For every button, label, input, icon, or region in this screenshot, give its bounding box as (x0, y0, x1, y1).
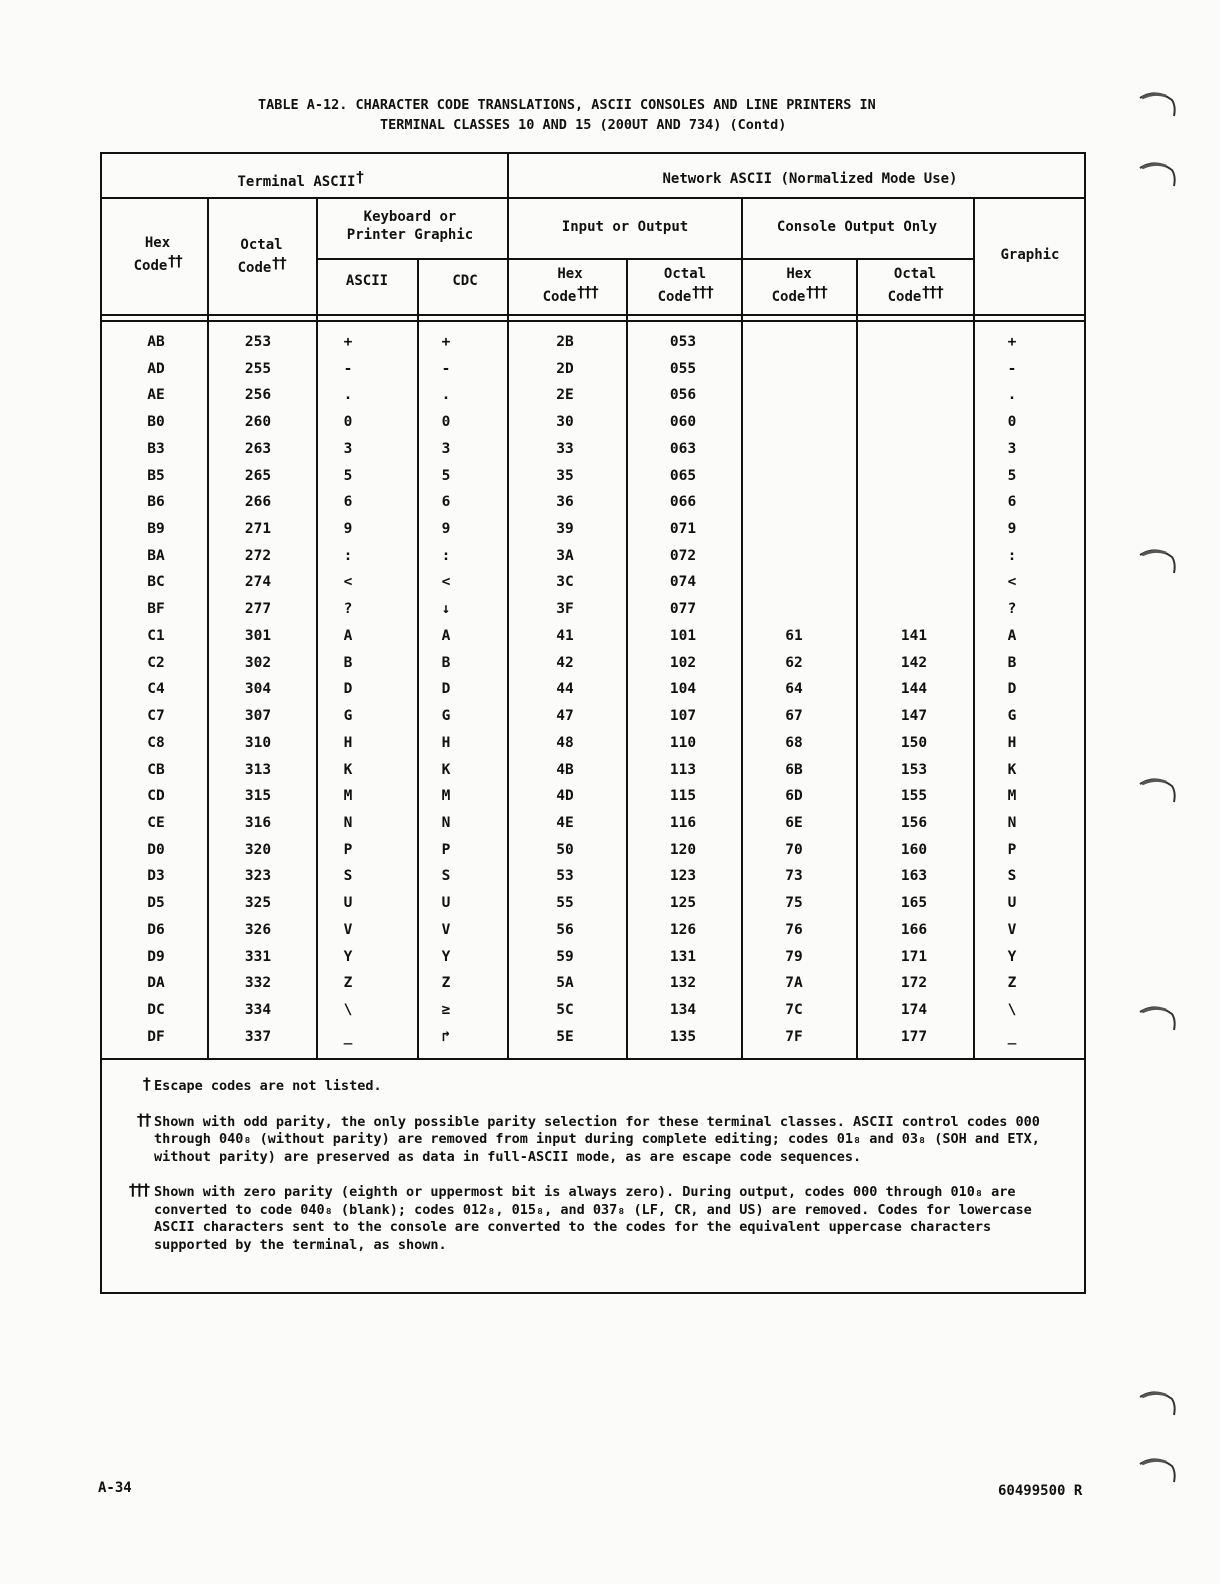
table-row (0, 439, 1220, 466)
cell-graphic: H (1007, 734, 1017, 751)
cell-hex-code: DC (147, 1002, 165, 1018)
cell-ascii-graphic: B (343, 654, 353, 671)
cell-network-hex: 36 (556, 494, 574, 511)
cell-ascii-graphic: H (343, 734, 353, 751)
binder-hole-mark (1138, 772, 1178, 806)
header-console-output: Console Output Only (776, 219, 938, 235)
cell-hex-code: D5 (147, 895, 165, 912)
cell-network-octal: 065 (669, 467, 697, 484)
cell-hex-code: AE (147, 387, 165, 404)
cell-cdc-graphic: A (441, 627, 451, 644)
cell-cdc-graphic: D (441, 681, 451, 698)
cell-hex-code: CE (147, 814, 165, 831)
cell-network-hex: 42 (556, 654, 574, 671)
cell-graphic: D (1007, 681, 1017, 698)
table-row (0, 1000, 1220, 1027)
table-row (0, 385, 1220, 412)
cell-ascii-graphic: Y (343, 948, 353, 965)
notes-rule (100, 1058, 1086, 1060)
cell-octal-code: 265 (244, 467, 272, 484)
cell-graphic: : (1007, 547, 1017, 564)
cell-cdc-graphic: + (441, 334, 451, 350)
cell-graphic: _ (1007, 1028, 1017, 1045)
footnote-3-mark: ††† (128, 1180, 148, 1199)
cell-cdc-graphic: ↓ (441, 601, 451, 618)
cell-network-octal: 134 (669, 1002, 697, 1018)
cell-graphic: M (1007, 788, 1017, 805)
cell-network-hex: 4E (556, 814, 574, 831)
cell-console-octal: 141 (900, 627, 928, 644)
header-cdc: CDC (452, 273, 478, 289)
cell-octal-code: 272 (244, 547, 272, 564)
cell-graphic: 3 (1007, 440, 1017, 457)
cell-graphic: \ (1007, 1002, 1017, 1018)
binder-hole-mark (1138, 1452, 1178, 1486)
header-con-octal: Octal Code††† (887, 266, 943, 305)
table-row (0, 572, 1220, 599)
cell-console-hex: 67 (785, 708, 803, 725)
cell-graphic: N (1007, 814, 1017, 831)
cell-ascii-graphic: + (343, 334, 353, 350)
footnote-1 (130, 1074, 1050, 1096)
binder-hole-mark (1138, 1000, 1178, 1034)
cell-network-hex: 5C (556, 1002, 574, 1018)
table-row (0, 706, 1220, 733)
document-number: 60499500 R (998, 1483, 1083, 1499)
table-row (0, 492, 1220, 519)
footnotes (128, 1074, 1050, 1272)
footnote-1-mark: † (142, 1074, 149, 1093)
cell-cdc-graphic: U (441, 895, 451, 912)
cell-cdc-graphic: ≥ (441, 1002, 451, 1018)
cell-ascii-graphic: 5 (343, 467, 353, 484)
cell-graphic: Y (1007, 948, 1017, 965)
cell-network-octal: 104 (669, 681, 697, 698)
header-rule-2a (100, 314, 1086, 316)
cell-network-octal: 053 (669, 334, 697, 350)
cell-cdc-graphic: 5 (441, 467, 451, 484)
table-row (0, 786, 1220, 813)
cell-console-hex: 73 (785, 868, 803, 885)
cell-octal-code: 323 (244, 868, 272, 885)
cell-octal-code: 326 (244, 921, 272, 938)
cell-cdc-graphic: B (441, 654, 451, 671)
binder-hole-mark (1138, 86, 1178, 120)
header-net-hex: Hex Code††† (542, 266, 598, 305)
table-row (0, 973, 1220, 1000)
binder-hole-mark (1138, 1385, 1178, 1419)
cell-octal-code: 337 (244, 1028, 272, 1045)
cell-console-octal: 172 (900, 975, 928, 992)
cell-octal-code: 325 (244, 895, 272, 912)
cell-console-octal: 156 (900, 814, 928, 831)
binder-hole-mark (1138, 543, 1178, 577)
cell-octal-code: 256 (244, 387, 272, 404)
header-graphic: Graphic (1000, 247, 1060, 263)
cell-cdc-graphic: V (441, 921, 451, 938)
cell-ascii-graphic: P (343, 841, 353, 858)
cell-cdc-graphic: P (441, 841, 451, 858)
cell-cdc-graphic: 0 (441, 414, 451, 431)
table-row (0, 332, 1220, 359)
cell-hex-code: B6 (147, 494, 165, 511)
cell-graphic: U (1007, 895, 1017, 912)
cell-ascii-graphic: - (343, 360, 353, 377)
cell-console-octal: 150 (900, 734, 928, 751)
footnote-2-mark: †† (136, 1109, 150, 1129)
table-row (0, 519, 1220, 546)
cell-console-hex: 6B (785, 761, 803, 778)
cell-network-hex: 2E (556, 387, 574, 404)
cell-octal-code: 302 (244, 654, 272, 671)
cell-graphic: - (1007, 360, 1017, 377)
cell-network-hex: 35 (556, 467, 574, 484)
cell-cdc-graphic: - (441, 360, 451, 377)
cell-octal-code: 301 (244, 627, 272, 644)
table-row (0, 653, 1220, 680)
header-con-hex: Hex Code††† (771, 266, 827, 305)
cell-network-octal: 115 (669, 788, 697, 805)
table-row (0, 893, 1220, 920)
table-row (0, 466, 1220, 493)
cell-ascii-graphic: _ (343, 1028, 353, 1045)
cell-console-octal: 142 (900, 654, 928, 671)
cell-network-octal: 063 (669, 440, 697, 457)
cell-cdc-graphic: . (441, 387, 451, 404)
cell-graphic: Z (1007, 975, 1017, 992)
cell-console-hex: 61 (785, 627, 803, 644)
cell-ascii-graphic: K (343, 761, 353, 778)
cell-hex-code: BF (147, 601, 165, 618)
cell-ascii-graphic: V (343, 921, 353, 938)
cell-network-octal: 131 (669, 948, 697, 965)
cell-network-hex: 47 (556, 708, 574, 725)
footnote-2-text: Shown with odd parity, the only possible parity selection for these terminal classes. ASCII control codes 000 through 040₈ (without parity) are removed from input during complete editing; codes 01₈ and 03₈ (SOH and ETX, without parity) are preserved as data in full-ASCII mode, as are escape code sequences. (154, 1113, 1040, 1165)
cell-cdc-graphic: 9 (441, 521, 451, 538)
cell-console-hex: 76 (785, 921, 803, 938)
cell-network-hex: 33 (556, 440, 574, 457)
cell-console-octal: 166 (900, 921, 928, 938)
cell-ascii-graphic: S (343, 868, 353, 885)
cell-network-octal: 055 (669, 360, 697, 377)
cell-hex-code: D9 (147, 948, 165, 965)
cell-console-hex: 70 (785, 841, 803, 858)
table-row (0, 813, 1220, 840)
cell-ascii-graphic: M (343, 788, 353, 805)
header-keyboard-graphic: Keyboard or Printer Graphic (346, 209, 474, 243)
cell-network-hex: 2B (556, 334, 574, 350)
cell-network-hex: 4D (556, 788, 574, 805)
cell-network-octal: 056 (669, 387, 697, 404)
header-rule-sub-left (318, 258, 740, 260)
cell-graphic: A (1007, 627, 1017, 644)
cell-hex-code: B5 (147, 467, 165, 484)
cell-ascii-graphic: \ (343, 1002, 353, 1018)
cell-cdc-graphic: 6 (441, 494, 451, 511)
cell-cdc-graphic: 3 (441, 440, 451, 457)
cell-console-hex: 6E (785, 814, 803, 831)
footnote-2 (130, 1109, 1050, 1167)
cell-ascii-graphic: A (343, 627, 353, 644)
cell-network-hex: 3C (556, 574, 574, 591)
header-hex-code: Hex Code†† (133, 235, 182, 274)
cell-octal-code: 332 (244, 975, 272, 992)
cell-network-hex: 59 (556, 948, 574, 965)
header-net-octal: Octal Code††† (657, 266, 713, 305)
table-row (0, 866, 1220, 893)
cell-cdc-graphic: M (441, 788, 451, 805)
cell-console-octal: 177 (900, 1028, 928, 1045)
cell-network-octal: 126 (669, 921, 697, 938)
cell-hex-code: DA (147, 975, 165, 992)
table-row (0, 679, 1220, 706)
cell-console-hex: 75 (785, 895, 803, 912)
cell-cdc-graphic: ↱ (441, 1028, 451, 1045)
cell-cdc-graphic: < (441, 574, 451, 591)
cell-console-hex: 7F (785, 1028, 803, 1045)
cell-console-octal: 144 (900, 681, 928, 698)
cell-hex-code: BC (147, 574, 165, 591)
cell-cdc-graphic: H (441, 734, 451, 751)
binder-hole-mark (1138, 156, 1178, 190)
cell-network-hex: 30 (556, 414, 574, 431)
header-terminal-ascii: Terminal ASCII† (237, 168, 363, 190)
cell-network-hex: 56 (556, 921, 574, 938)
cell-network-octal: 120 (669, 841, 697, 858)
cell-hex-code: C7 (147, 708, 165, 725)
cell-ascii-graphic: 6 (343, 494, 353, 511)
cell-octal-code: 331 (244, 948, 272, 965)
cell-network-octal: 113 (669, 761, 697, 778)
cell-network-octal: 125 (669, 895, 697, 912)
cell-network-octal: 071 (669, 521, 697, 538)
cell-cdc-graphic: K (441, 761, 451, 778)
cell-console-hex: 6D (785, 788, 803, 805)
table-row (0, 412, 1220, 439)
cell-hex-code: D0 (147, 841, 165, 858)
cell-console-hex: 64 (785, 681, 803, 698)
header-input-output: Input or Output (561, 219, 689, 235)
cell-octal-code: 274 (244, 574, 272, 591)
cell-console-octal: 165 (900, 895, 928, 912)
cell-graphic: G (1007, 708, 1017, 725)
cell-console-hex: 68 (785, 734, 803, 751)
cell-hex-code: B3 (147, 440, 165, 457)
cell-network-octal: 101 (669, 627, 697, 644)
cell-hex-code: DF (147, 1028, 165, 1045)
cell-hex-code: B0 (147, 414, 165, 431)
cell-hex-code: CB (147, 761, 165, 778)
cell-network-hex: 5A (556, 975, 574, 992)
cell-cdc-graphic: N (441, 814, 451, 831)
footnote-3 (128, 1180, 1050, 1254)
cell-network-hex: 5E (556, 1028, 574, 1045)
cell-console-octal: 163 (900, 868, 928, 885)
cell-graphic: < (1007, 574, 1017, 591)
cell-octal-code: 260 (244, 414, 272, 431)
table-row (0, 546, 1220, 573)
cell-graphic: B (1007, 654, 1017, 671)
cell-graphic: P (1007, 841, 1017, 858)
cell-console-octal: 174 (900, 1002, 928, 1018)
table-row (0, 359, 1220, 386)
table-row (0, 733, 1220, 760)
cell-ascii-graphic: 0 (343, 414, 353, 431)
cell-hex-code: B9 (147, 521, 165, 538)
cell-octal-code: 304 (244, 681, 272, 698)
cell-cdc-graphic: Z (441, 975, 451, 992)
table-row (0, 760, 1220, 787)
cell-octal-code: 320 (244, 841, 272, 858)
cell-hex-code: CD (147, 788, 165, 805)
title-line-2: TERMINAL CLASSES 10 AND 15 (200UT AND 734) (Contd) (380, 117, 787, 133)
cell-network-octal: 116 (669, 814, 697, 831)
cell-graphic: V (1007, 921, 1017, 938)
table-row (0, 920, 1220, 947)
cell-console-octal: 147 (900, 708, 928, 725)
cell-network-hex: 55 (556, 895, 574, 912)
cell-octal-code: 316 (244, 814, 272, 831)
cell-graphic: 6 (1007, 494, 1017, 511)
cell-ascii-graphic: ? (343, 601, 353, 618)
cell-network-hex: 39 (556, 521, 574, 538)
header-octal-code: Octal Code†† (237, 237, 286, 276)
cell-hex-code: C4 (147, 681, 165, 698)
cell-graphic: + (1007, 334, 1017, 350)
cell-network-hex: 53 (556, 868, 574, 885)
cell-octal-code: 310 (244, 734, 272, 751)
table-row (0, 947, 1220, 974)
cell-network-octal: 123 (669, 868, 697, 885)
title-line-1: TABLE A-12. CHARACTER CODE TRANSLATIONS, ASCII CONSOLES AND LINE PRINTERS IN (258, 97, 876, 113)
footnote-3-text: Shown with zero parity (eighth or uppermost bit is always zero). During output, codes 000 through 010₈ are converted to code 040₈ (blank); codes 012₈, 015₈, and 037₈ (LF, CR, and US) are removed. Codes for lowercase ASCII characters sent to the console are converted to the codes for the equivalent uppercase characters supported by the terminal, as shown. (154, 1184, 1032, 1253)
cell-ascii-graphic: N (343, 814, 353, 831)
cell-cdc-graphic: G (441, 708, 451, 725)
cell-network-octal: 135 (669, 1028, 697, 1045)
cell-cdc-graphic: Y (441, 948, 451, 965)
cell-console-octal: 171 (900, 948, 928, 965)
cell-octal-code: 334 (244, 1002, 272, 1018)
cell-ascii-graphic: 9 (343, 521, 353, 538)
cell-network-octal: 102 (669, 654, 697, 671)
table-row (0, 1027, 1220, 1054)
cell-graphic: ? (1007, 601, 1017, 618)
cell-graphic: S (1007, 868, 1017, 885)
cell-network-hex: 48 (556, 734, 574, 751)
header-ascii: ASCII (345, 273, 389, 289)
cell-console-hex: 7C (785, 1002, 803, 1018)
cell-octal-code: 315 (244, 788, 272, 805)
cell-graphic: 9 (1007, 521, 1017, 538)
cell-network-octal: 110 (669, 734, 697, 751)
cell-console-octal: 153 (900, 761, 928, 778)
table-row (0, 599, 1220, 626)
cell-hex-code: C1 (147, 627, 165, 644)
header-rule-1 (100, 197, 1086, 199)
cell-hex-code: AD (147, 360, 165, 377)
cell-ascii-graphic: < (343, 574, 353, 591)
footnote-1-text: Escape codes are not listed. (154, 1078, 382, 1094)
cell-console-hex: 62 (785, 654, 803, 671)
cell-graphic: 5 (1007, 467, 1017, 484)
cell-network-hex: 50 (556, 841, 574, 858)
cell-console-hex: 79 (785, 948, 803, 965)
cell-network-hex: 3A (556, 547, 574, 564)
cell-network-octal: 074 (669, 574, 697, 591)
cell-ascii-graphic: . (343, 387, 353, 404)
cell-octal-code: 263 (244, 440, 272, 457)
cell-octal-code: 266 (244, 494, 272, 511)
cell-network-octal: 132 (669, 975, 697, 992)
cell-ascii-graphic: 3 (343, 440, 353, 457)
cell-network-hex: 3F (556, 601, 574, 618)
cell-network-hex: 2D (556, 360, 574, 377)
cell-ascii-graphic: G (343, 708, 353, 725)
cell-network-hex: 44 (556, 681, 574, 698)
cell-octal-code: 253 (244, 334, 272, 350)
cell-cdc-graphic: S (441, 868, 451, 885)
header-rule-2b (100, 320, 1086, 322)
cell-ascii-graphic: U (343, 895, 353, 912)
cell-network-octal: 107 (669, 708, 697, 725)
cell-network-octal: 072 (669, 547, 697, 564)
page-number: A-34 (98, 1480, 132, 1496)
cell-hex-code: D6 (147, 921, 165, 938)
cell-graphic: K (1007, 761, 1017, 778)
cell-ascii-graphic: D (343, 681, 353, 698)
cell-octal-code: 307 (244, 708, 272, 725)
cell-console-hex: 7A (785, 975, 803, 992)
cell-console-octal: 155 (900, 788, 928, 805)
table-row (0, 626, 1220, 653)
cell-hex-code: D3 (147, 868, 165, 885)
table-row (0, 840, 1220, 867)
cell-hex-code: AB (147, 334, 165, 350)
cell-cdc-graphic: : (441, 547, 451, 564)
cell-octal-code: 255 (244, 360, 272, 377)
cell-graphic: . (1007, 387, 1017, 404)
cell-network-octal: 060 (669, 414, 697, 431)
cell-network-octal: 066 (669, 494, 697, 511)
cell-hex-code: C2 (147, 654, 165, 671)
cell-ascii-graphic: : (343, 547, 353, 564)
cell-ascii-graphic: Z (343, 975, 353, 992)
cell-graphic: 0 (1007, 414, 1017, 431)
cell-hex-code: C8 (147, 734, 165, 751)
cell-network-octal: 077 (669, 601, 697, 618)
cell-console-octal: 160 (900, 841, 928, 858)
cell-octal-code: 277 (244, 601, 272, 618)
cell-octal-code: 313 (244, 761, 272, 778)
cell-network-hex: 41 (556, 627, 574, 644)
cell-hex-code: BA (147, 547, 165, 564)
header-network-ascii: Network ASCII (Normalized Mode Use) (662, 171, 958, 187)
cell-octal-code: 271 (244, 521, 272, 538)
cell-network-hex: 4B (556, 761, 574, 778)
